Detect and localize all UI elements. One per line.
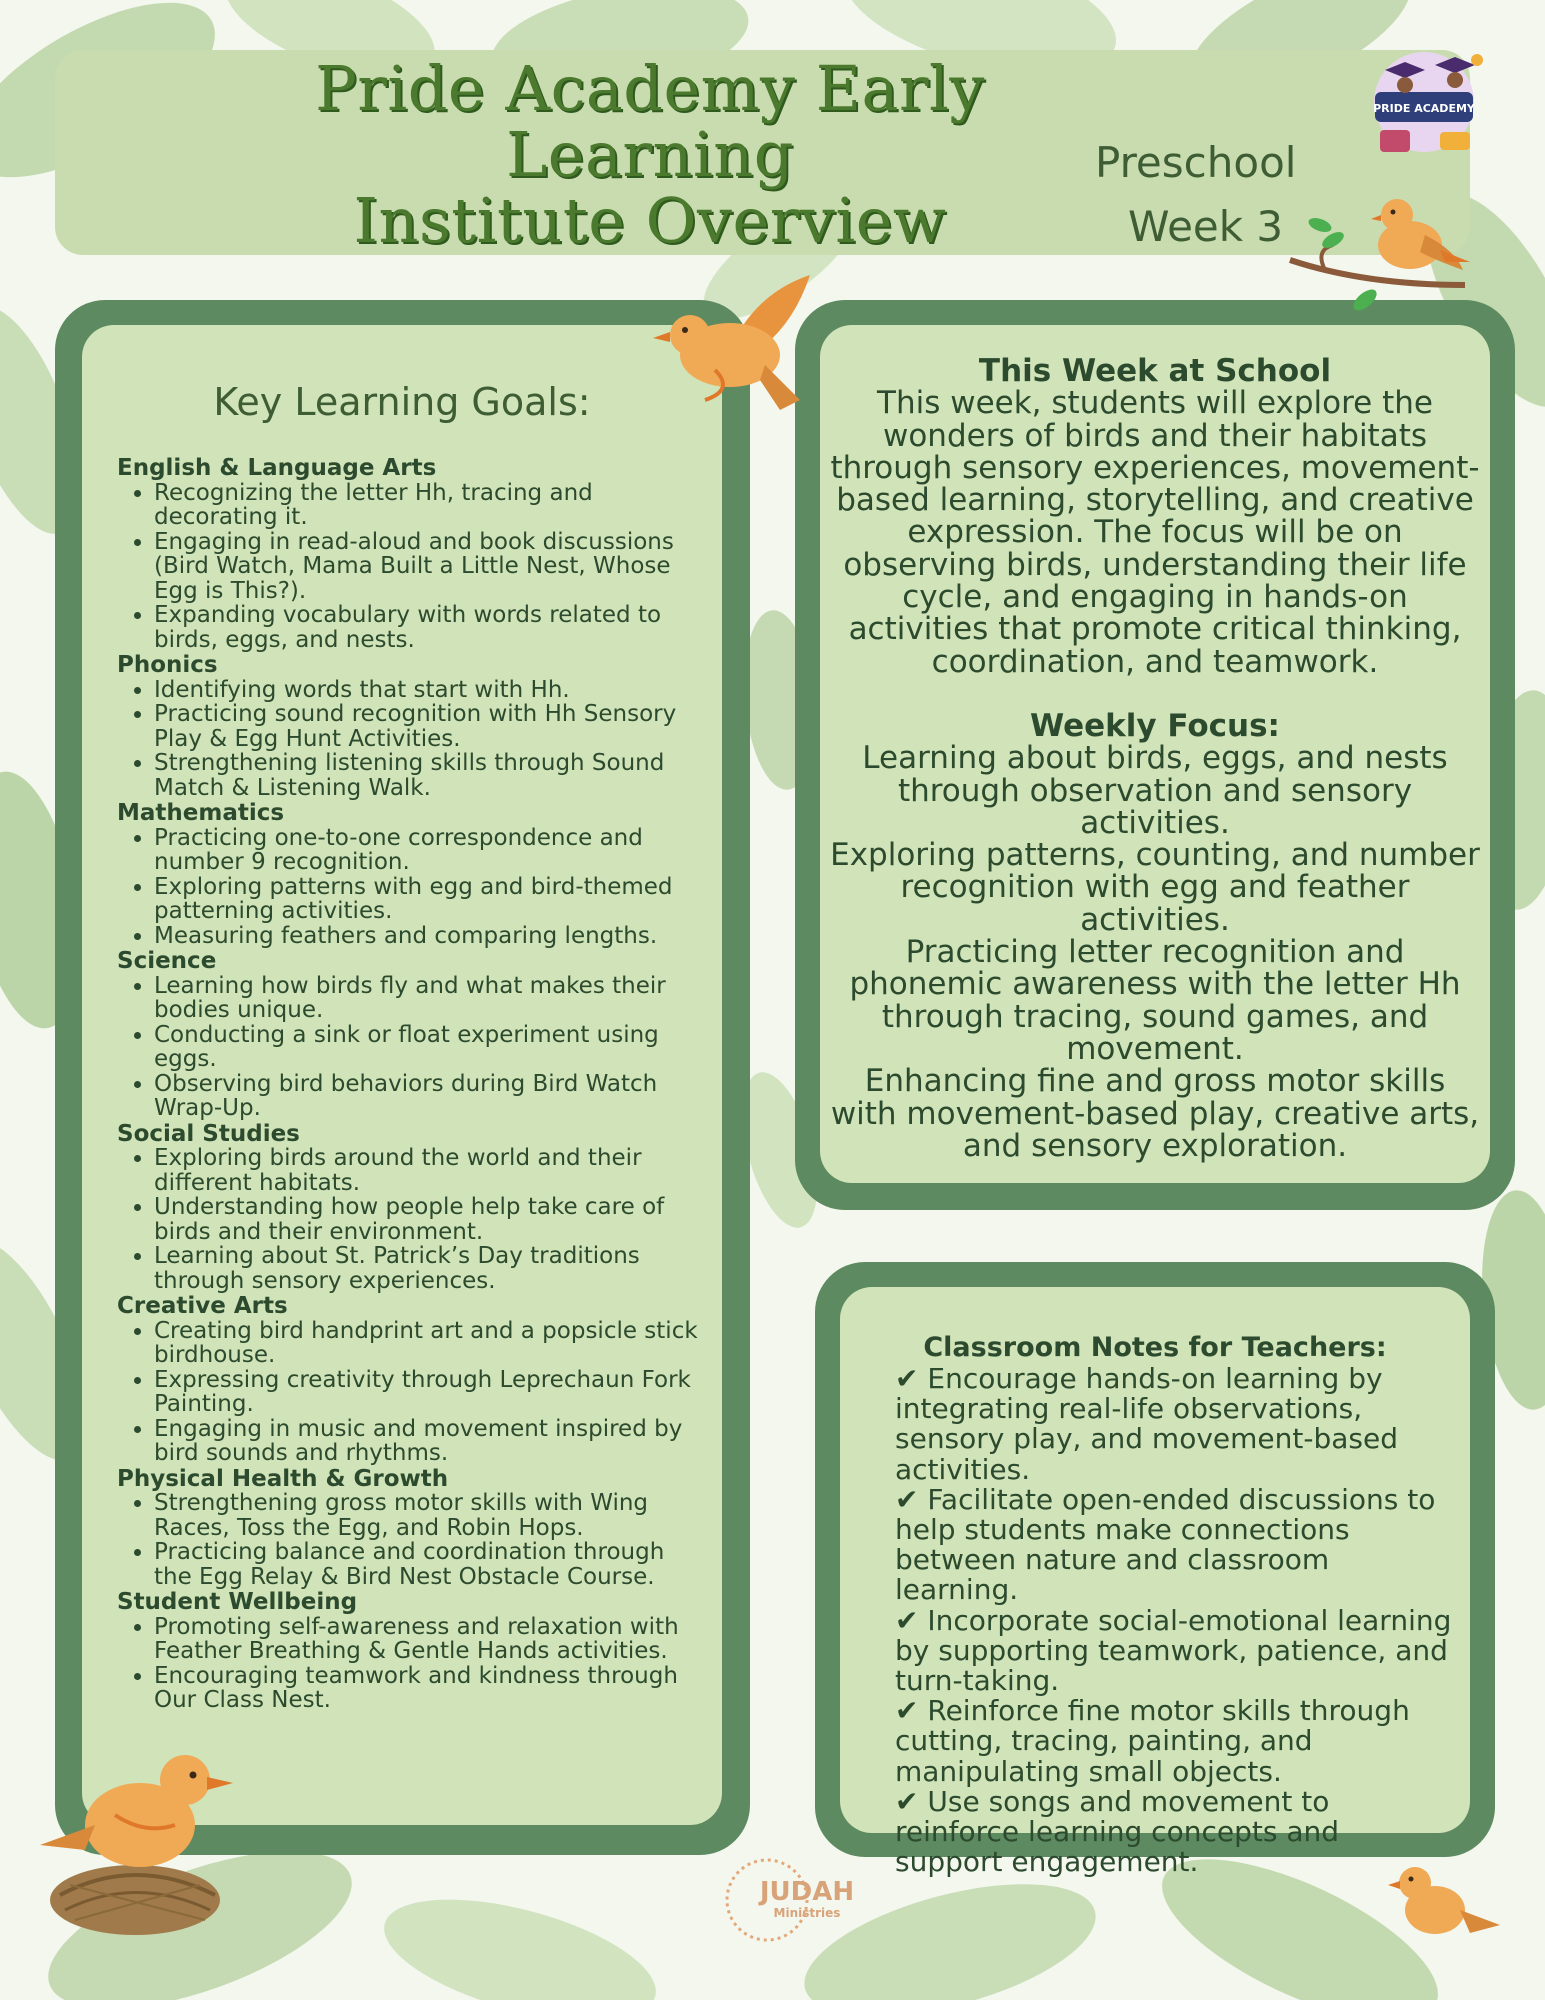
note-text: Use songs and movement to reinforce learning concepts and support engagement.	[895, 1784, 1339, 1879]
small-bird-icon	[1380, 1855, 1505, 1950]
this-week-inner	[820, 325, 1490, 1183]
notes-title: Classroom Notes for Teachers:	[923, 1332, 1387, 1363]
category-phonics: Phonics	[117, 652, 218, 678]
note-item	[895, 1784, 1455, 1879]
learning-goals-inner	[82, 325, 722, 1825]
goal-item: • Expressing creativity through Leprechaun Fork Painting.	[154, 1368, 707, 1417]
note-text: Reinforce fine motor skills through cutting, tracing, painting, and manipulating small objects.	[895, 1694, 1410, 1788]
note-item	[895, 1364, 1455, 1485]
category-mathematics: Mathematics	[117, 800, 285, 826]
goal-item: • Learning how birds fly and what makes their bodies unique.	[154, 974, 707, 1023]
category-science: Science	[117, 948, 217, 974]
focus-item: Enhancing fine and gross motor skills with movement-based play, creative arts, and sensory exploration.	[830, 1063, 1480, 1164]
focus-item: Learning about birds, eggs, and nests through observation and sensory activities.	[862, 740, 1448, 841]
note-item	[895, 1482, 1455, 1607]
goal-item: • Identifying words that start with Hh.	[154, 678, 707, 703]
goal-item: • Practicing balance and coordination through the Egg Relay & Bird Nest Obstacle Course.	[154, 1540, 707, 1589]
goal-item: • Learning about St. Patrick’s Day traditions through sensory experiences.	[154, 1244, 707, 1293]
flying-bird-icon	[645, 270, 820, 430]
checkmark-icon: ✔	[895, 1482, 919, 1516]
note-text: Encourage hands-on learning by integrating real-life observations, sensory play, and movement-based activities.	[895, 1362, 1398, 1486]
note-item	[895, 1696, 1455, 1787]
goal-item: • Understanding how people help take care of birds and their environment.	[154, 1195, 707, 1244]
header-banner	[55, 50, 1470, 255]
goals-heading: Key Learning Goals:	[213, 380, 591, 424]
footer-logo-line2: Ministries	[773, 1906, 841, 1920]
academy-logo	[1365, 40, 1483, 180]
logo-text: PRIDE ACADEMY	[1373, 102, 1475, 115]
teacher-notes-inner	[840, 1287, 1470, 1879]
goal-item: • Exploring patterns with egg and bird-themed patterning activities.	[154, 875, 707, 924]
goal-item: • Creating bird handprint art and a popsicle stick birdhouse.	[154, 1319, 707, 1368]
goal-item: • Engaging in read-aloud and book discussions (Bird Watch, Mama Built a Little Nest, Whose Egg is This?).	[154, 530, 707, 604]
note-item	[895, 1603, 1455, 1698]
goal-item: • Practicing sound recognition with Hh Sensory Play & Egg Hunt Activities.	[154, 702, 707, 751]
footer-logo-line1: JUDAH	[759, 1877, 855, 1907]
goal-item: • Conducting a sink or float experiment using eggs.	[154, 1023, 707, 1072]
teacher-notes-panel	[815, 1262, 1495, 1879]
this-week-content	[820, 355, 1490, 1162]
goal-item: • Practicing one-to-one correspondence and number 9 recognition.	[154, 826, 707, 875]
title-line-2: Institute Overview	[353, 184, 947, 257]
goal-item: • Recognizing the letter Hh, tracing and decorating it.	[154, 481, 707, 530]
goal-item: • Exploring birds around the world and their different habitats.	[154, 1146, 707, 1195]
goal-item: • Promoting self-awareness and relaxation with Feather Breathing & Gentle Hands activities.	[154, 1615, 707, 1664]
goal-item: • Observing bird behaviors during Bird Watch Wrap-Up.	[154, 1072, 707, 1121]
category-student-wellbeing: Student Wellbeing	[117, 1589, 358, 1615]
category-physical-health: Physical Health & Growth	[117, 1465, 449, 1492]
checkmark-icon: ✔	[895, 1603, 919, 1637]
this-week-panel	[795, 300, 1515, 1210]
focus-item: Exploring patterns, counting, and number recognition with egg and feather activities.	[830, 837, 1480, 938]
focus-item: Practicing letter recognition and phonemic awareness with the letter Hh through tracing, sound games, and movement.	[849, 934, 1461, 1067]
bird-on-nest-icon	[35, 1735, 245, 1945]
goals-list	[117, 455, 707, 1713]
page-title	[225, 52, 1075, 257]
category-ela: English & Language Arts	[117, 455, 437, 481]
goal-item: • Expanding vocabulary with words related to birds, eggs, and nests.	[154, 603, 707, 652]
notes-list	[895, 1364, 1455, 1877]
goal-item: • Measuring feathers and comparing lengths.	[154, 924, 707, 949]
category-creative-arts: Creative Arts	[117, 1293, 288, 1319]
learning-goals-panel	[55, 300, 750, 1855]
bird-on-branch-icon	[1285, 190, 1475, 320]
grade-label: Preschool	[1095, 138, 1297, 187]
week-label: Week 3	[1128, 202, 1284, 251]
note-text: Facilitate open-ended discussions to help students make connections between nature and classroom learning.	[895, 1482, 1436, 1607]
goal-item: • Strengthening listening skills through Sound Match & Listening Walk.	[154, 751, 707, 800]
weekly-focus-title: Weekly Focus:	[1030, 707, 1280, 744]
category-social-studies: Social Studies	[117, 1120, 300, 1147]
checkmark-icon: ✔	[895, 1362, 919, 1395]
checkmark-icon: ✔	[895, 1694, 919, 1728]
this-week-title: This Week at School	[978, 353, 1332, 389]
goal-item: • Encouraging teamwork and kindness through Our Class Nest.	[154, 1664, 707, 1713]
note-text: Incorporate social-emotional learning by supporting teamwork, patience, and turn-taking.	[895, 1603, 1452, 1698]
this-week-body: This week, students will explore the wonders of birds and their habitats through sensory experiences, movement-based learning, storytelling, and creative expression. The focus will be on observing birds, understanding their life cycle, and engaging in hands-on activities that promote critical thinking, coordination, and teamwork.	[830, 385, 1480, 680]
goal-item: • Strengthening gross motor skills with Wing Races, Toss the Egg, and Robin Hops.	[154, 1491, 707, 1540]
title-line-1: Pride Academy Early Learning	[315, 52, 985, 191]
checkmark-icon: ✔	[895, 1784, 919, 1818]
judah-ministries-logo	[722, 1855, 872, 1945]
goal-item: • Engaging in music and movement inspired by bird sounds and rhythms.	[154, 1417, 707, 1466]
